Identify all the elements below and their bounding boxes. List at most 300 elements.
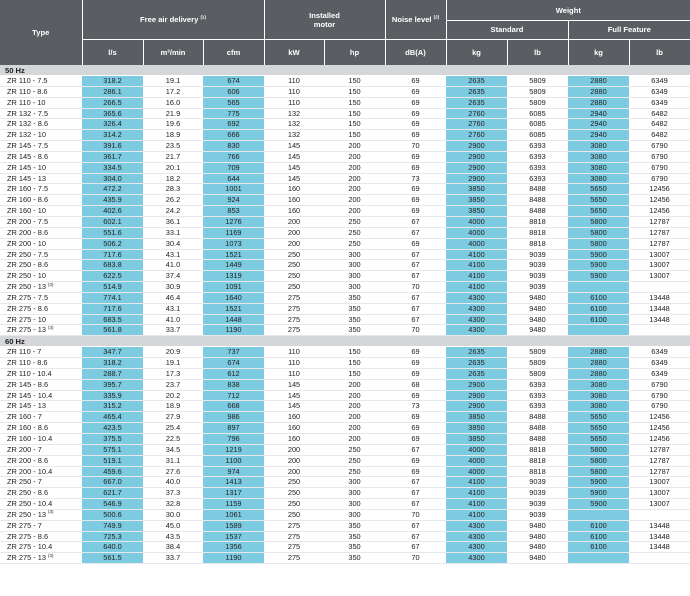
fad-footnote: (1) [200,14,206,20]
value-cell: 200 [324,401,385,412]
value-cell: 200 [264,216,324,227]
value-cell: 4300 [446,314,507,325]
table-row [0,401,690,412]
value-cell: 6100 [568,520,629,531]
value-cell: 5900 [568,499,629,510]
value-cell: 20.2 [143,390,203,401]
value-cell: 1219 [203,444,264,455]
value-cell: 709 [203,162,264,173]
type-footnote: (3) [48,324,54,330]
value-cell: 924 [203,195,264,206]
table-row [0,434,690,445]
type-cell [0,542,82,553]
value-cell: 110 [264,368,324,379]
value-cell: 1073 [203,238,264,249]
value-cell: 350 [324,325,385,336]
type-label: ZR 132 - 8.6 [7,119,49,129]
value-cell: 6100 [568,303,629,314]
value-cell: 69 [385,466,446,477]
value-cell: 2635 [446,347,507,358]
value-cell: 70 [385,141,446,152]
value-cell: 200 [324,390,385,401]
type-cell [0,477,82,488]
value-cell: 250 [324,216,385,227]
value-cell: 1521 [203,303,264,314]
type-label: ZR 160 - 8.6 [7,423,49,433]
value-cell: 70 [385,553,446,564]
value-cell: 8488 [507,423,568,434]
value-cell: 12456 [629,423,690,434]
value-cell: 853 [203,206,264,217]
value-cell: 33.7 [143,325,203,336]
type-cell [0,119,82,130]
value-cell: 1169 [203,227,264,238]
value-cell: 30.4 [143,238,203,249]
type-label: ZR 250 - 10.4 [7,499,53,509]
table-row [0,76,690,87]
table-row [0,216,690,227]
value-cell: 5809 [507,358,568,369]
type-cell [0,347,82,358]
type-label: ZR 250 - 13 [7,282,47,292]
type-label: ZR 250 - 7 [7,477,42,487]
type-cell [0,520,82,531]
value-cell: 561.8 [82,325,143,336]
table-row [0,444,690,455]
value-cell: 717.6 [82,303,143,314]
value-cell: 6393 [507,390,568,401]
type-label: ZR 275 - 10 [7,314,47,324]
value-cell: 6349 [629,368,690,379]
value-cell: 69 [385,130,446,141]
value-cell: 838 [203,379,264,390]
value-cell: 4000 [446,466,507,477]
value-cell: 986 [203,412,264,423]
value-cell: 200 [324,151,385,162]
value-cell: 33.1 [143,227,203,238]
value-cell: 1190 [203,325,264,336]
type-label: ZR 275 - 7.5 [7,292,49,302]
value-cell: 6349 [629,358,690,369]
value-cell: 6085 [507,119,568,130]
value-cell: 4300 [446,303,507,314]
value-cell: 3850 [446,412,507,423]
value-cell: 2900 [446,151,507,162]
table-row [0,238,690,249]
value-cell: 6100 [568,531,629,542]
table-row [0,303,690,314]
value-cell: 69 [385,119,446,130]
type-label: ZR 110 - 10.4 [7,368,52,378]
value-cell: 13448 [629,292,690,303]
table-row [0,368,690,379]
type-label: ZR 110 - 7 [7,347,42,357]
value-cell: 67 [385,260,446,271]
type-label: ZR 160 - 7.5 [7,184,49,194]
value-cell: 5809 [507,347,568,358]
value-cell: 12787 [629,455,690,466]
type-cell [0,368,82,379]
value-cell: 4000 [446,227,507,238]
value-cell: 20.9 [143,347,203,358]
table-row [0,390,690,401]
value-cell: 9480 [507,303,568,314]
type-footnote: (3) [48,552,54,558]
value-cell: 2635 [446,368,507,379]
value-cell: 46.4 [143,292,203,303]
value-cell: 4000 [446,455,507,466]
value-cell: 27.9 [143,412,203,423]
type-footnote: (3) [48,281,54,287]
value-cell: 250 [264,499,324,510]
value-cell: 9480 [507,325,568,336]
value-cell: 361.7 [82,151,143,162]
value-cell: 435.9 [82,195,143,206]
value-cell: 5800 [568,216,629,227]
value-cell: 2900 [446,390,507,401]
table-row [0,162,690,173]
value-cell: 1449 [203,260,264,271]
value-cell: 423.5 [82,423,143,434]
value-cell: 26.2 [143,195,203,206]
value-cell: 2880 [568,97,629,108]
value-cell: 3080 [568,141,629,152]
value-cell: 1061 [203,509,264,520]
value-cell: 28.3 [143,184,203,195]
type-cell [0,184,82,195]
value-cell: 43.1 [143,249,203,260]
value-cell: 519.1 [82,455,143,466]
type-cell [0,173,82,184]
value-cell: 200 [264,455,324,466]
value-cell: 3080 [568,162,629,173]
value-cell: 334.5 [82,162,143,173]
value-cell: 12787 [629,227,690,238]
value-cell: 73 [385,173,446,184]
value-cell: 4100 [446,477,507,488]
table-row [0,466,690,477]
value-cell: 350 [324,553,385,564]
type-cell [0,531,82,542]
table-row [0,542,690,553]
value-cell: 21.9 [143,108,203,119]
value-cell: 606 [203,86,264,97]
value-cell: 67 [385,216,446,227]
unit-header: m³/min [143,40,203,66]
value-cell: 12787 [629,466,690,477]
type-cell [0,227,82,238]
value-cell: 8818 [507,216,568,227]
value-cell: 250 [264,260,324,271]
value-cell: 160 [264,206,324,217]
type-cell [0,141,82,152]
value-cell: 41.0 [143,314,203,325]
value-cell: 5800 [568,466,629,477]
value-cell: 132 [264,108,324,119]
value-cell: 9480 [507,292,568,303]
type-cell [0,466,82,477]
value-cell: 6790 [629,390,690,401]
value-cell: 674 [203,76,264,87]
value-cell: 318.2 [82,358,143,369]
value-cell: 145 [264,401,324,412]
value-cell: 347.7 [82,347,143,358]
value-cell: 200 [264,466,324,477]
table-row [0,86,690,97]
table-row [0,227,690,238]
value-cell: 8818 [507,227,568,238]
value-cell: 3850 [446,195,507,206]
value-cell: 2940 [568,108,629,119]
value-cell: 69 [385,455,446,466]
value-cell: 67 [385,292,446,303]
value-cell: 12456 [629,412,690,423]
value-cell [568,553,629,564]
type-cell [0,303,82,314]
value-cell: 500.6 [82,509,143,520]
value-cell: 350 [324,531,385,542]
value-cell: 200 [324,206,385,217]
type-label: ZR 110 - 8.6 [7,358,48,368]
table-row [0,206,690,217]
value-cell: 668 [203,401,264,412]
value-cell: 5650 [568,434,629,445]
value-cell: 19.1 [143,358,203,369]
type-cell [0,390,82,401]
section-label: 50 Hz [0,65,690,76]
table-row [0,271,690,282]
value-cell: 43.1 [143,303,203,314]
value-cell: 1190 [203,553,264,564]
value-cell: 5800 [568,444,629,455]
value-cell: 6393 [507,401,568,412]
type-cell [0,401,82,412]
value-cell: 6790 [629,151,690,162]
value-cell: 69 [385,97,446,108]
type-cell [0,455,82,466]
value-cell: 8818 [507,466,568,477]
value-cell: 4000 [446,216,507,227]
value-cell: 300 [324,260,385,271]
table-row [0,173,690,184]
value-cell: 300 [324,271,385,282]
value-cell: 1640 [203,292,264,303]
value-cell: 300 [324,477,385,488]
full-feature-header: Full Feature [568,21,690,40]
value-cell: 150 [324,119,385,130]
value-cell: 1537 [203,531,264,542]
value-cell: 30.9 [143,282,203,293]
value-cell: 275 [264,520,324,531]
value-cell: 3850 [446,434,507,445]
value-cell: 9039 [507,282,568,293]
value-cell: 3080 [568,173,629,184]
table-row [0,531,690,542]
value-cell: 275 [264,314,324,325]
value-cell: 6790 [629,173,690,184]
value-cell: 250 [264,282,324,293]
value-cell: 6100 [568,314,629,325]
type-label: ZR 200 - 10 [7,238,47,248]
value-cell: 250 [324,238,385,249]
type-label: ZR 145 - 10 [7,162,47,172]
value-cell: 5800 [568,238,629,249]
value-cell: 4100 [446,260,507,271]
value-cell: 19.6 [143,119,203,130]
value-cell: 300 [324,509,385,520]
unit-header: lb [629,40,690,66]
type-label: ZR 110 - 7.5 [7,76,48,85]
type-header: Type [0,0,82,65]
value-cell: 395.7 [82,379,143,390]
value-cell: 13007 [629,249,690,260]
value-cell: 132 [264,119,324,130]
value-cell: 3850 [446,184,507,195]
table-row [0,325,690,336]
value-cell: 602.1 [82,216,143,227]
weight-header: Weight [446,0,690,21]
value-cell: 2760 [446,119,507,130]
value-cell: 2880 [568,86,629,97]
value-cell: 300 [324,488,385,499]
value-cell: 6085 [507,130,568,141]
type-label: ZR 160 - 10.4 [7,434,53,443]
value-cell: 200 [264,238,324,249]
table-body [0,65,690,564]
value-cell: 350 [324,303,385,314]
value-cell: 1413 [203,477,264,488]
value-cell: 300 [324,282,385,293]
table-row [0,282,690,293]
value-cell: 365.6 [82,108,143,119]
unit-row [0,40,690,66]
value-cell: 674 [203,358,264,369]
value-cell: 749.9 [82,520,143,531]
value-cell: 13448 [629,531,690,542]
value-cell: 8488 [507,412,568,423]
value-cell: 2880 [568,347,629,358]
type-cell [0,108,82,119]
unit-header: hp [324,40,385,66]
value-cell: 692 [203,119,264,130]
table-row [0,151,690,162]
value-cell: 200 [324,412,385,423]
type-cell [0,325,82,336]
value-cell: 13007 [629,260,690,271]
value-cell: 150 [324,76,385,87]
value-cell: 8488 [507,184,568,195]
value-cell: 6393 [507,379,568,390]
value-cell: 5900 [568,271,629,282]
value-cell: 737 [203,347,264,358]
value-cell: 6349 [629,76,690,87]
value-cell: 1448 [203,314,264,325]
table-row [0,260,690,271]
table-row [0,249,690,260]
table-row [0,195,690,206]
value-cell: 1319 [203,271,264,282]
value-cell: 622.5 [82,271,143,282]
value-cell: 110 [264,97,324,108]
value-cell: 391.6 [82,141,143,152]
value-cell: 2635 [446,358,507,369]
value-cell: 9039 [507,499,568,510]
type-label: ZR 200 - 7 [7,444,42,454]
value-cell: 145 [264,379,324,390]
value-cell: 38.4 [143,542,203,553]
value-cell: 200 [264,444,324,455]
value-cell: 69 [385,151,446,162]
value-cell: 21.7 [143,151,203,162]
value-cell: 69 [385,390,446,401]
type-label: ZR 275 - 13 [7,325,47,335]
table-row [0,509,690,520]
value-cell: 160 [264,423,324,434]
value-cell: 2880 [568,368,629,379]
value-cell: 6393 [507,162,568,173]
value-cell: 275 [264,531,324,542]
value-cell: 160 [264,434,324,445]
value-cell: 1159 [203,499,264,510]
value-cell: 110 [264,86,324,97]
value-cell: 8488 [507,206,568,217]
value-cell: 4300 [446,553,507,564]
unit-header: kg [568,40,629,66]
value-cell: 4100 [446,271,507,282]
value-cell: 150 [324,108,385,119]
type-cell [0,499,82,510]
free-air-delivery-header: Free air delivery $^{(1)}$ [82,0,264,40]
value-cell [568,282,629,293]
value-cell: 8818 [507,455,568,466]
section-label: 60 Hz [0,336,690,347]
value-cell: 67 [385,227,446,238]
table-row [0,141,690,152]
table-row [0,553,690,564]
value-cell: 9480 [507,314,568,325]
table-header [0,0,690,65]
value-cell: 9039 [507,488,568,499]
value-cell: 3080 [568,401,629,412]
table-row [0,130,690,141]
value-cell: 6100 [568,292,629,303]
value-cell: 666 [203,130,264,141]
value-cell: 275 [264,292,324,303]
value-cell: 69 [385,184,446,195]
value-cell: 315.2 [82,401,143,412]
value-cell: 506.2 [82,238,143,249]
value-cell: 22.5 [143,434,203,445]
value-cell: 667.0 [82,477,143,488]
standard-header: Standard [446,21,568,40]
type-cell [0,379,82,390]
value-cell: 459.6 [82,466,143,477]
value-cell: 350 [324,520,385,531]
value-cell [629,509,690,520]
value-cell: 766 [203,151,264,162]
value-cell: 2900 [446,141,507,152]
type-cell [0,249,82,260]
value-cell: 23.7 [143,379,203,390]
value-cell: 3850 [446,206,507,217]
type-label: ZR 275 - 10.4 [7,542,53,552]
value-cell: 5650 [568,195,629,206]
type-cell [0,238,82,249]
value-cell: 250 [324,455,385,466]
table-row [0,347,690,358]
value-cell: 4300 [446,325,507,336]
value-cell: 6349 [629,97,690,108]
